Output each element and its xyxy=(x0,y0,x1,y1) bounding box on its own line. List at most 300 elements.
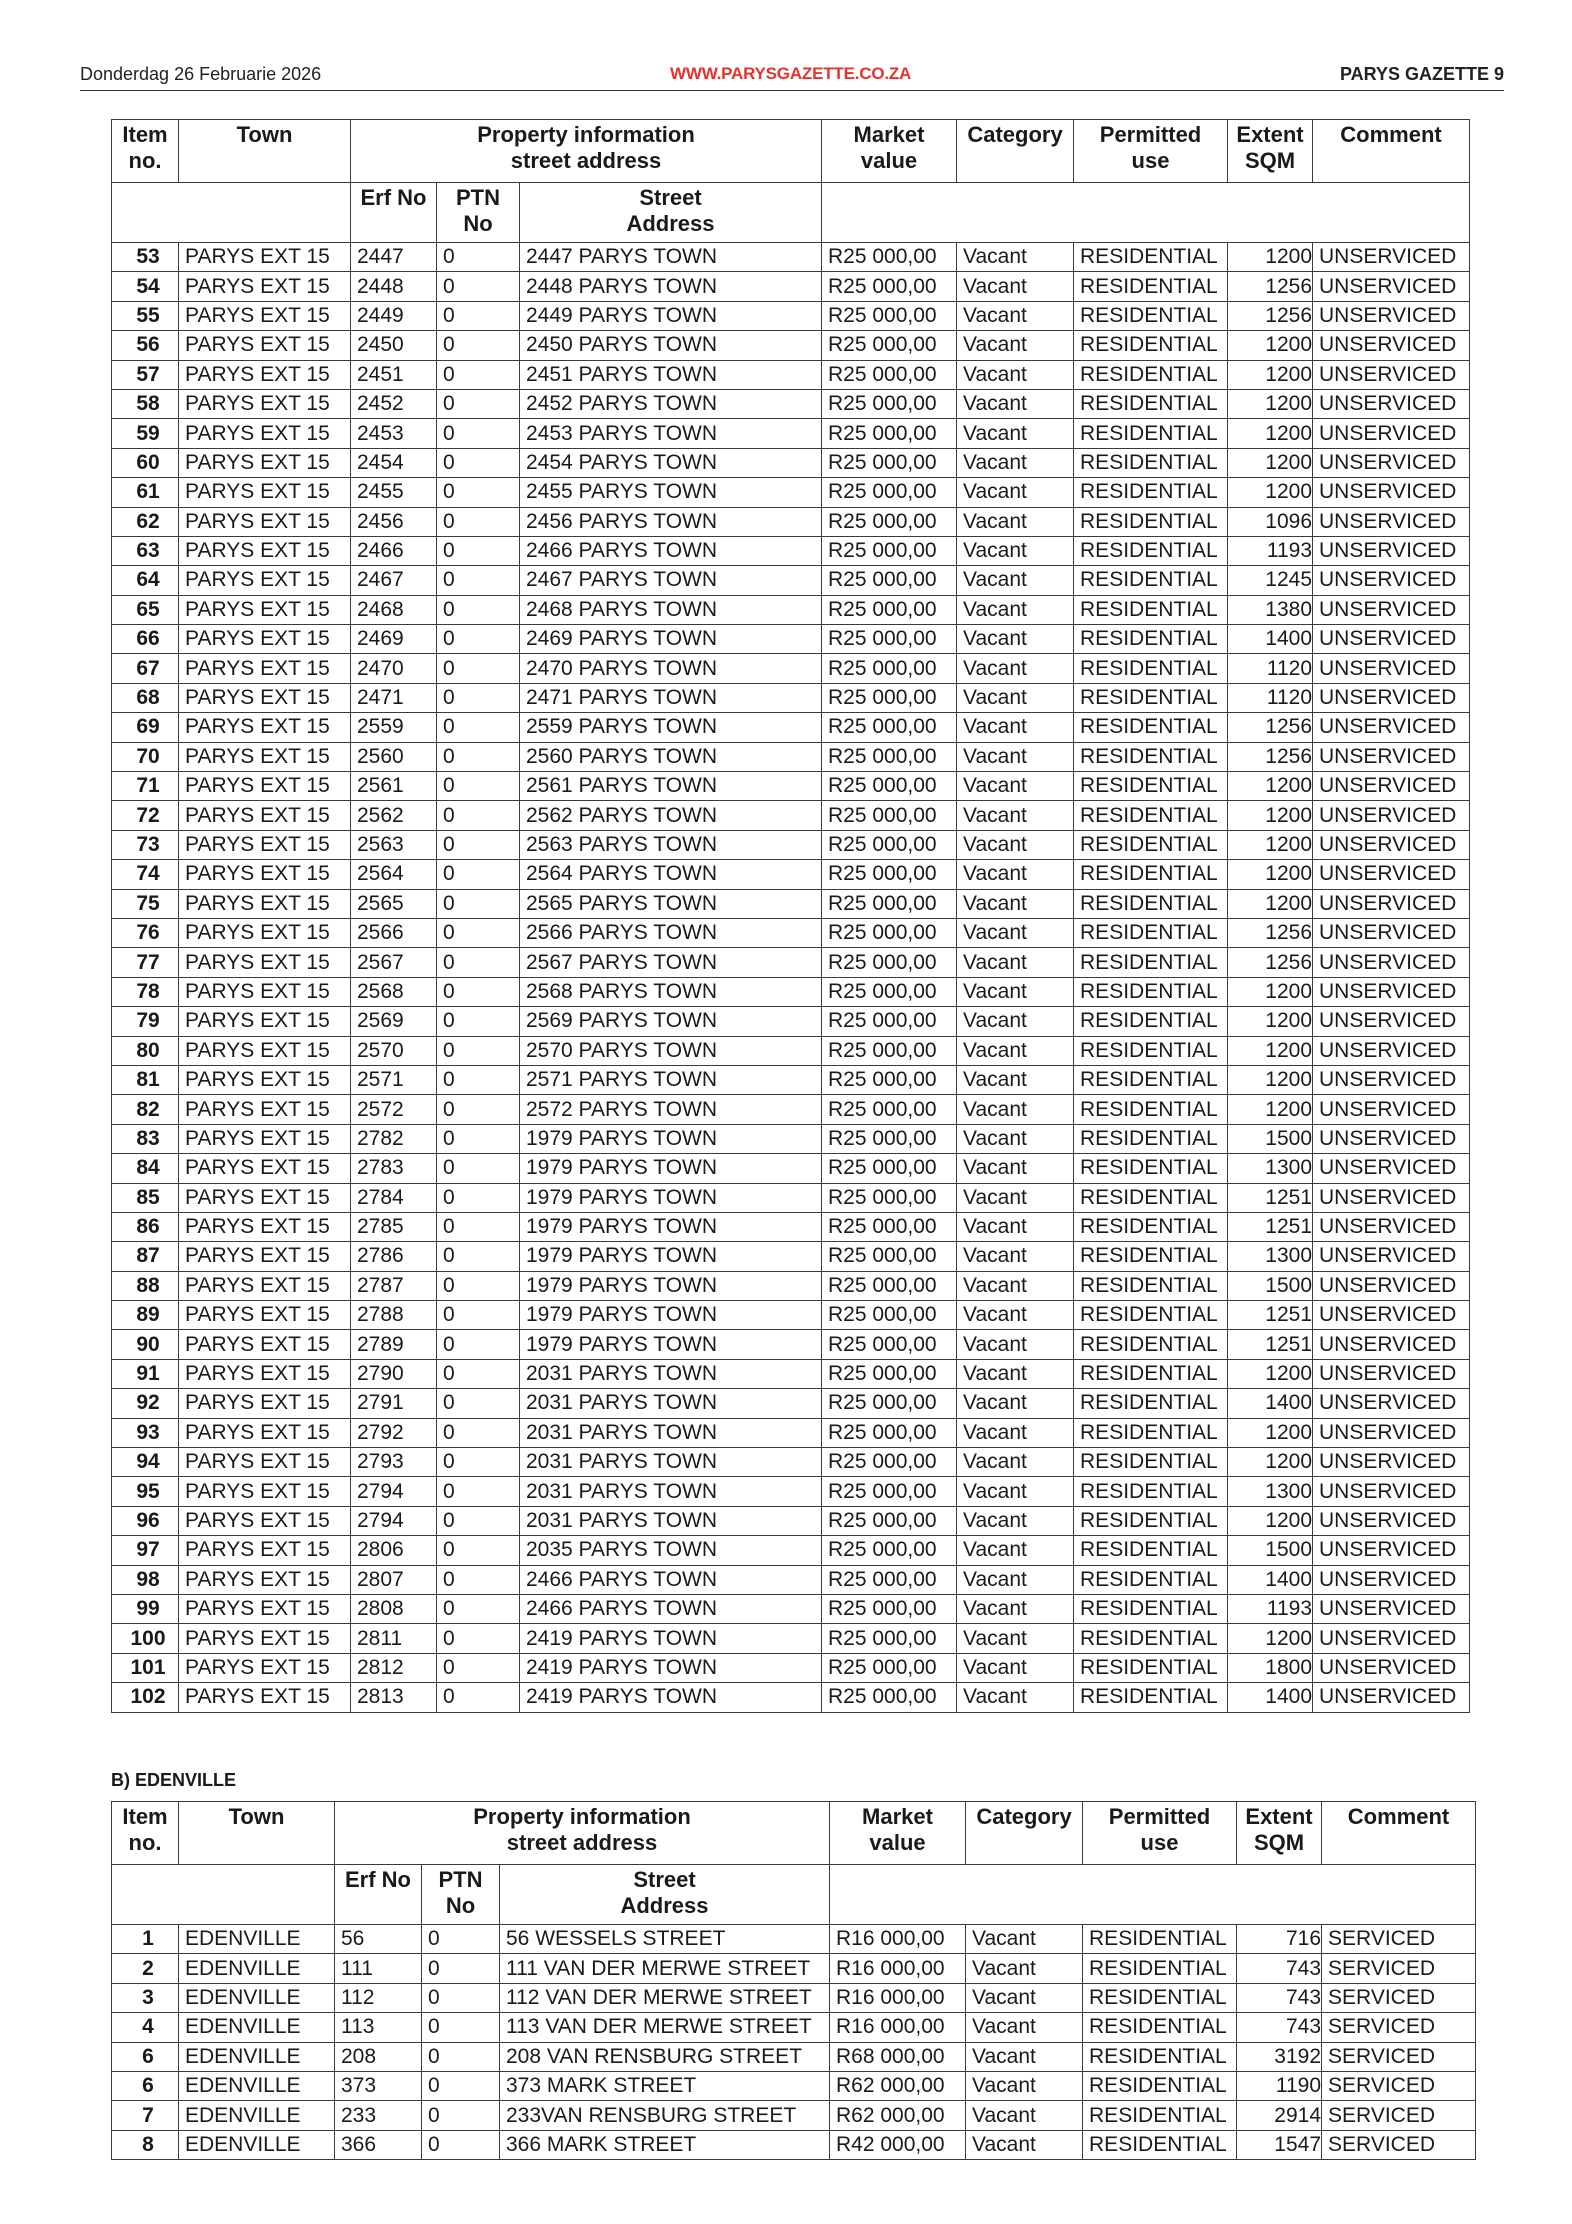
table-row xyxy=(112,801,1470,830)
cell-town: EDENVILLE xyxy=(179,2071,335,2100)
cell-extent-sqm: 1200 xyxy=(1228,889,1313,918)
cell-extent-sqm: 1245 xyxy=(1228,566,1313,595)
cell-extent-sqm: 1500 xyxy=(1228,1124,1313,1153)
cell-category: Vacant xyxy=(957,1389,1074,1418)
cell-erf-no: 2559 xyxy=(351,713,437,742)
cell-category: Vacant xyxy=(957,272,1074,301)
cell-extent-sqm: 1200 xyxy=(1228,860,1313,889)
cell-ptn-no: 0 xyxy=(437,625,520,654)
cell-extent-sqm: 1190 xyxy=(1237,2071,1322,2100)
cell-ptn-no: 0 xyxy=(422,1925,500,1954)
cell-comment: UNSERVICED xyxy=(1313,1065,1470,1094)
cell-extent-sqm: 1200 xyxy=(1228,830,1313,859)
cell-street-address: 373 MARK STREET xyxy=(500,2071,830,2100)
cell-category: Vacant xyxy=(957,1624,1074,1653)
cell-town: PARYS EXT 15 xyxy=(179,1095,351,1124)
cell-ptn-no: 0 xyxy=(437,683,520,712)
cell-permitted-use: RESIDENTIAL xyxy=(1074,1536,1228,1565)
cell-item-no: 55 xyxy=(112,301,179,330)
cell-market-value: R25 000,00 xyxy=(822,1154,957,1183)
cell-street-address: 56 WESSELS STREET xyxy=(500,1925,830,1954)
table-row xyxy=(112,1065,1470,1094)
table-row xyxy=(112,1212,1470,1241)
cell-extent-sqm: 1251 xyxy=(1228,1212,1313,1241)
cell-comment: UNSERVICED xyxy=(1313,1594,1470,1623)
cell-market-value: R25 000,00 xyxy=(822,272,957,301)
cell-market-value: R25 000,00 xyxy=(822,1418,957,1447)
cell-market-value: R25 000,00 xyxy=(822,1594,957,1623)
cell-comment: UNSERVICED xyxy=(1313,1330,1470,1359)
cell-market-value: R25 000,00 xyxy=(822,448,957,477)
cell-market-value: R25 000,00 xyxy=(822,1330,957,1359)
table-row xyxy=(112,742,1470,771)
cell-street-address: 2031 PARYS TOWN xyxy=(520,1506,822,1535)
cell-item-no: 59 xyxy=(112,419,179,448)
cell-category: Vacant xyxy=(966,2042,1083,2071)
cell-extent-sqm: 1200 xyxy=(1228,801,1313,830)
cell-street-address: 233VAN RENSBURG STREET xyxy=(500,2101,830,2130)
cell-street-address: 113 VAN DER MERWE STREET xyxy=(500,2013,830,2042)
cell-ptn-no: 0 xyxy=(437,713,520,742)
cell-street-address: 112 VAN DER MERWE STREET xyxy=(500,1983,830,2012)
cell-category: Vacant xyxy=(957,1183,1074,1212)
table-row xyxy=(112,1095,1470,1124)
cell-item-no: 6 xyxy=(112,2042,179,2071)
cell-comment: SERVICED xyxy=(1322,2101,1476,2130)
table-row xyxy=(112,1271,1470,1300)
table-row xyxy=(112,1418,1470,1447)
cell-item-no: 6 xyxy=(112,2071,179,2100)
cell-comment: SERVICED xyxy=(1322,2013,1476,2042)
cell-permitted-use: RESIDENTIAL xyxy=(1074,918,1228,947)
header-website-link[interactable]: WWW.PARYSGAZETTE.CO.ZA xyxy=(670,64,912,83)
cell-street-address: 2471 PARYS TOWN xyxy=(520,683,822,712)
cell-extent-sqm: 1200 xyxy=(1228,1624,1313,1653)
cell-market-value: R25 000,00 xyxy=(822,977,957,1006)
cell-category: Vacant xyxy=(957,1154,1074,1183)
cell-category: Vacant xyxy=(957,889,1074,918)
cell-ptn-no: 0 xyxy=(422,2042,500,2071)
cell-erf-no: 2467 xyxy=(351,566,437,595)
cell-market-value: R16 000,00 xyxy=(830,2013,966,2042)
cell-comment: UNSERVICED xyxy=(1313,1154,1470,1183)
cell-category: Vacant xyxy=(957,1124,1074,1153)
cell-town: PARYS EXT 15 xyxy=(179,507,351,536)
cell-town: PARYS EXT 15 xyxy=(179,801,351,830)
cell-permitted-use: RESIDENTIAL xyxy=(1074,360,1228,389)
cell-category: Vacant xyxy=(957,243,1074,272)
col-header-item: Item no. xyxy=(112,120,179,183)
cell-town: PARYS EXT 15 xyxy=(179,448,351,477)
cell-street-address: 2448 PARYS TOWN xyxy=(520,272,822,301)
cell-street-address: 1979 PARYS TOWN xyxy=(520,1242,822,1271)
cell-street-address: 2031 PARYS TOWN xyxy=(520,1448,822,1477)
cell-item-no: 98 xyxy=(112,1565,179,1594)
cell-ptn-no: 0 xyxy=(437,448,520,477)
cell-ptn-no: 0 xyxy=(437,1095,520,1124)
cell-erf-no: 2567 xyxy=(351,948,437,977)
cell-erf-no: 2568 xyxy=(351,977,437,1006)
cell-market-value: R25 000,00 xyxy=(822,918,957,947)
cell-ptn-no: 0 xyxy=(437,1036,520,1065)
cell-item-no: 69 xyxy=(112,713,179,742)
cell-item-no: 102 xyxy=(112,1683,179,1712)
cell-street-address: 2419 PARYS TOWN xyxy=(520,1653,822,1682)
cell-ptn-no: 0 xyxy=(437,1183,520,1212)
cell-town: PARYS EXT 15 xyxy=(179,1536,351,1565)
cell-permitted-use: RESIDENTIAL xyxy=(1074,1624,1228,1653)
cell-street-address: 2419 PARYS TOWN xyxy=(520,1624,822,1653)
col-header-erf-no: Erf No xyxy=(351,183,437,243)
cell-comment: UNSERVICED xyxy=(1313,1506,1470,1535)
cell-market-value: R25 000,00 xyxy=(822,772,957,801)
cell-item-no: 74 xyxy=(112,860,179,889)
cell-erf-no: 2791 xyxy=(351,1389,437,1418)
cell-comment: UNSERVICED xyxy=(1313,448,1470,477)
cell-market-value: R25 000,00 xyxy=(822,1212,957,1241)
cell-comment: SERVICED xyxy=(1322,2130,1476,2159)
cell-street-address: 2562 PARYS TOWN xyxy=(520,801,822,830)
table-row xyxy=(112,1954,1476,1983)
cell-erf-no: 2447 xyxy=(351,243,437,272)
col-header-permitted-use: Permitted use xyxy=(1074,120,1228,183)
cell-extent-sqm: 1300 xyxy=(1228,1154,1313,1183)
cell-erf-no: 2813 xyxy=(351,1683,437,1712)
cell-item-no: 73 xyxy=(112,830,179,859)
cell-street-address: 2560 PARYS TOWN xyxy=(520,742,822,771)
cell-category: Vacant xyxy=(957,1536,1074,1565)
cell-extent-sqm: 1251 xyxy=(1228,1183,1313,1212)
cell-erf-no: 2468 xyxy=(351,595,437,624)
cell-permitted-use: RESIDENTIAL xyxy=(1074,272,1228,301)
cell-item-no: 101 xyxy=(112,1653,179,1682)
cell-street-address: 2567 PARYS TOWN xyxy=(520,948,822,977)
cell-street-address: 2568 PARYS TOWN xyxy=(520,977,822,1006)
cell-extent-sqm: 1096 xyxy=(1228,507,1313,536)
cell-street-address: 2455 PARYS TOWN xyxy=(520,478,822,507)
cell-town: PARYS EXT 15 xyxy=(179,1124,351,1153)
cell-market-value: R25 000,00 xyxy=(822,1065,957,1094)
cell-erf-no: 2456 xyxy=(351,507,437,536)
cell-comment: UNSERVICED xyxy=(1313,1124,1470,1153)
cell-town: PARYS EXT 15 xyxy=(179,713,351,742)
cell-item-no: 72 xyxy=(112,801,179,830)
cell-comment: UNSERVICED xyxy=(1313,1477,1470,1506)
cell-erf-no: 2452 xyxy=(351,389,437,418)
cell-comment: SERVICED xyxy=(1322,1983,1476,2012)
cell-market-value: R25 000,00 xyxy=(822,1271,957,1300)
cell-street-address: 2466 PARYS TOWN xyxy=(520,1565,822,1594)
cell-extent-sqm: 1200 xyxy=(1228,1036,1313,1065)
cell-category: Vacant xyxy=(957,1036,1074,1065)
cell-town: PARYS EXT 15 xyxy=(179,566,351,595)
cell-town: PARYS EXT 15 xyxy=(179,1301,351,1330)
table-row xyxy=(112,977,1470,1006)
cell-comment: UNSERVICED xyxy=(1313,889,1470,918)
cell-erf-no: 2794 xyxy=(351,1506,437,1535)
cell-extent-sqm: 1400 xyxy=(1228,1389,1313,1418)
cell-comment: UNSERVICED xyxy=(1313,948,1470,977)
cell-category: Vacant xyxy=(957,683,1074,712)
cell-ptn-no: 0 xyxy=(437,419,520,448)
cell-category: Vacant xyxy=(957,595,1074,624)
col-header-town: Town xyxy=(179,1802,335,1865)
cell-permitted-use: RESIDENTIAL xyxy=(1074,448,1228,477)
cell-ptn-no: 0 xyxy=(437,830,520,859)
cell-extent-sqm: 1200 xyxy=(1228,1418,1313,1447)
cell-market-value: R25 000,00 xyxy=(822,1536,957,1565)
cell-extent-sqm: 1193 xyxy=(1228,1594,1313,1623)
cell-category: Vacant xyxy=(957,566,1074,595)
table-row xyxy=(112,331,1470,360)
table-row xyxy=(112,860,1470,889)
cell-town: PARYS EXT 15 xyxy=(179,918,351,947)
table-row xyxy=(112,419,1470,448)
cell-item-no: 88 xyxy=(112,1271,179,1300)
cell-extent-sqm: 1200 xyxy=(1228,243,1313,272)
cell-comment: SERVICED xyxy=(1322,1925,1476,1954)
cell-market-value: R25 000,00 xyxy=(822,713,957,742)
cell-item-no: 75 xyxy=(112,889,179,918)
cell-category: Vacant xyxy=(966,1954,1083,1983)
cell-item-no: 89 xyxy=(112,1301,179,1330)
cell-comment: UNSERVICED xyxy=(1313,1624,1470,1653)
cell-extent-sqm: 1200 xyxy=(1228,448,1313,477)
cell-category: Vacant xyxy=(957,1683,1074,1712)
cell-street-address: 1979 PARYS TOWN xyxy=(520,1330,822,1359)
cell-permitted-use: RESIDENTIAL xyxy=(1074,1271,1228,1300)
cell-town: PARYS EXT 15 xyxy=(179,742,351,771)
table-row xyxy=(112,1359,1470,1388)
cell-category: Vacant xyxy=(957,625,1074,654)
cell-ptn-no: 0 xyxy=(437,948,520,977)
cell-comment: UNSERVICED xyxy=(1313,1418,1470,1447)
cell-item-no: 81 xyxy=(112,1065,179,1094)
cell-comment: UNSERVICED xyxy=(1313,1683,1470,1712)
cell-permitted-use: RESIDENTIAL xyxy=(1074,1124,1228,1153)
cell-town: PARYS EXT 15 xyxy=(179,1683,351,1712)
cell-permitted-use: RESIDENTIAL xyxy=(1074,1683,1228,1712)
table-row xyxy=(112,389,1470,418)
cell-ptn-no: 0 xyxy=(437,1242,520,1271)
cell-market-value: R25 000,00 xyxy=(822,1448,957,1477)
cell-extent-sqm: 1200 xyxy=(1228,1095,1313,1124)
cell-category: Vacant xyxy=(957,331,1074,360)
table-row xyxy=(112,1477,1470,1506)
table-row xyxy=(112,243,1470,272)
cell-street-address: 1979 PARYS TOWN xyxy=(520,1154,822,1183)
cell-erf-no: 2450 xyxy=(351,331,437,360)
cell-comment: UNSERVICED xyxy=(1313,1565,1470,1594)
col-header-town: Town xyxy=(179,120,351,183)
cell-ptn-no: 0 xyxy=(437,1007,520,1036)
cell-market-value: R25 000,00 xyxy=(822,536,957,565)
cell-item-no: 7 xyxy=(112,2101,179,2130)
cell-permitted-use: RESIDENTIAL xyxy=(1074,1477,1228,1506)
table-row xyxy=(112,1506,1470,1535)
cell-permitted-use: RESIDENTIAL xyxy=(1074,1594,1228,1623)
cell-extent-sqm: 1256 xyxy=(1228,301,1313,330)
cell-permitted-use: RESIDENTIAL xyxy=(1074,1359,1228,1388)
cell-market-value: R16 000,00 xyxy=(830,1925,966,1954)
cell-item-no: 99 xyxy=(112,1594,179,1623)
cell-erf-no: 2571 xyxy=(351,1065,437,1094)
cell-comment: UNSERVICED xyxy=(1313,1536,1470,1565)
cell-erf-no: 56 xyxy=(335,1925,422,1954)
cell-item-no: 64 xyxy=(112,566,179,595)
cell-item-no: 90 xyxy=(112,1330,179,1359)
col-header-property-info: Property information street address xyxy=(351,120,822,183)
cell-ptn-no: 0 xyxy=(437,566,520,595)
cell-market-value: R25 000,00 xyxy=(822,654,957,683)
cell-comment: UNSERVICED xyxy=(1313,419,1470,448)
cell-ptn-no: 0 xyxy=(437,1271,520,1300)
cell-market-value: R25 000,00 xyxy=(822,1683,957,1712)
cell-ptn-no: 0 xyxy=(422,2130,500,2159)
cell-street-address: 2569 PARYS TOWN xyxy=(520,1007,822,1036)
cell-erf-no: 2469 xyxy=(351,625,437,654)
cell-street-address: 2419 PARYS TOWN xyxy=(520,1683,822,1712)
cell-comment: UNSERVICED xyxy=(1313,1242,1470,1271)
cell-market-value: R25 000,00 xyxy=(822,331,957,360)
cell-comment: UNSERVICED xyxy=(1313,683,1470,712)
cell-extent-sqm: 1193 xyxy=(1228,536,1313,565)
cell-permitted-use: RESIDENTIAL xyxy=(1074,772,1228,801)
col-header-comment: Comment xyxy=(1322,1802,1476,1865)
cell-street-address: 1979 PARYS TOWN xyxy=(520,1271,822,1300)
cell-town: PARYS EXT 15 xyxy=(179,536,351,565)
cell-ptn-no: 0 xyxy=(437,654,520,683)
cell-street-address: 2449 PARYS TOWN xyxy=(520,301,822,330)
cell-street-address: 2466 PARYS TOWN xyxy=(520,1594,822,1623)
cell-ptn-no: 0 xyxy=(437,1477,520,1506)
subheader-blank-right xyxy=(822,183,1470,243)
cell-extent-sqm: 1256 xyxy=(1228,742,1313,771)
cell-category: Vacant xyxy=(966,2071,1083,2100)
cell-permitted-use: RESIDENTIAL xyxy=(1074,860,1228,889)
cell-extent-sqm: 1200 xyxy=(1228,1359,1313,1388)
cell-ptn-no: 0 xyxy=(422,1983,500,2012)
cell-street-address: 2031 PARYS TOWN xyxy=(520,1418,822,1447)
cell-ptn-no: 0 xyxy=(422,2013,500,2042)
cell-street-address: 1979 PARYS TOWN xyxy=(520,1301,822,1330)
cell-permitted-use: RESIDENTIAL xyxy=(1074,301,1228,330)
cell-ptn-no: 0 xyxy=(437,1065,520,1094)
cell-category: Vacant xyxy=(957,1506,1074,1535)
cell-category: Vacant xyxy=(957,360,1074,389)
cell-category: Vacant xyxy=(957,772,1074,801)
cell-ptn-no: 0 xyxy=(437,1359,520,1388)
cell-market-value: R25 000,00 xyxy=(822,1124,957,1153)
cell-comment: UNSERVICED xyxy=(1313,830,1470,859)
cell-category: Vacant xyxy=(957,1330,1074,1359)
cell-town: EDENVILLE xyxy=(179,1983,335,2012)
cell-category: Vacant xyxy=(957,1565,1074,1594)
cell-extent-sqm: 1200 xyxy=(1228,1506,1313,1535)
cell-extent-sqm: 1256 xyxy=(1228,948,1313,977)
cell-item-no: 62 xyxy=(112,507,179,536)
cell-extent-sqm: 1251 xyxy=(1228,1330,1313,1359)
cell-item-no: 84 xyxy=(112,1154,179,1183)
cell-comment: UNSERVICED xyxy=(1313,1448,1470,1477)
col-header-category: Category xyxy=(966,1802,1083,1865)
cell-erf-no: 2562 xyxy=(351,801,437,830)
cell-item-no: 71 xyxy=(112,772,179,801)
cell-ptn-no: 0 xyxy=(422,2101,500,2130)
cell-extent-sqm: 1200 xyxy=(1228,389,1313,418)
cell-ptn-no: 0 xyxy=(437,1124,520,1153)
cell-item-no: 57 xyxy=(112,360,179,389)
cell-street-address: 2447 PARYS TOWN xyxy=(520,243,822,272)
cell-erf-no: 2451 xyxy=(351,360,437,389)
cell-ptn-no: 0 xyxy=(437,977,520,1006)
cell-comment: UNSERVICED xyxy=(1313,713,1470,742)
cell-extent-sqm: 1200 xyxy=(1228,772,1313,801)
cell-item-no: 87 xyxy=(112,1242,179,1271)
cell-street-address: 2031 PARYS TOWN xyxy=(520,1359,822,1388)
cell-street-address: 2466 PARYS TOWN xyxy=(520,536,822,565)
table-row xyxy=(112,507,1470,536)
cell-market-value: R25 000,00 xyxy=(822,889,957,918)
cell-extent-sqm: 1256 xyxy=(1228,918,1313,947)
cell-permitted-use: RESIDENTIAL xyxy=(1074,1154,1228,1183)
cell-category: Vacant xyxy=(957,1418,1074,1447)
cell-town: PARYS EXT 15 xyxy=(179,1330,351,1359)
cell-permitted-use: RESIDENTIAL xyxy=(1074,948,1228,977)
cell-street-address: 2470 PARYS TOWN xyxy=(520,654,822,683)
cell-item-no: 96 xyxy=(112,1506,179,1535)
cell-category: Vacant xyxy=(957,301,1074,330)
table-row xyxy=(112,566,1470,595)
cell-town: PARYS EXT 15 xyxy=(179,1418,351,1447)
cell-market-value: R25 000,00 xyxy=(822,1565,957,1594)
cell-category: Vacant xyxy=(966,2013,1083,2042)
cell-erf-no: 2806 xyxy=(351,1536,437,1565)
cell-extent-sqm: 1200 xyxy=(1228,977,1313,1006)
cell-street-address: 2469 PARYS TOWN xyxy=(520,625,822,654)
cell-category: Vacant xyxy=(957,507,1074,536)
table-row xyxy=(112,2101,1476,2130)
col-header-ptn-no: PTN No xyxy=(437,183,520,243)
cell-market-value: R62 000,00 xyxy=(830,2101,966,2130)
table-row xyxy=(112,1536,1470,1565)
cell-market-value: R25 000,00 xyxy=(822,860,957,889)
cell-street-address: 2566 PARYS TOWN xyxy=(520,918,822,947)
cell-town: PARYS EXT 15 xyxy=(179,1183,351,1212)
cell-town: PARYS EXT 15 xyxy=(179,1242,351,1271)
cell-market-value: R25 000,00 xyxy=(822,1183,957,1212)
cell-street-address: 2031 PARYS TOWN xyxy=(520,1477,822,1506)
cell-category: Vacant xyxy=(966,1925,1083,1954)
cell-town: EDENVILLE xyxy=(179,2101,335,2130)
col-header-category: Category xyxy=(957,120,1074,183)
cell-erf-no: 2794 xyxy=(351,1477,437,1506)
cell-ptn-no: 0 xyxy=(437,1418,520,1447)
cell-item-no: 58 xyxy=(112,389,179,418)
cell-ptn-no: 0 xyxy=(437,478,520,507)
cell-street-address: 2572 PARYS TOWN xyxy=(520,1095,822,1124)
cell-town: EDENVILLE xyxy=(179,2042,335,2071)
cell-ptn-no: 0 xyxy=(437,1389,520,1418)
cell-street-address: 1979 PARYS TOWN xyxy=(520,1212,822,1241)
cell-town: PARYS EXT 15 xyxy=(179,977,351,1006)
cell-ptn-no: 0 xyxy=(437,595,520,624)
cell-category: Vacant xyxy=(957,389,1074,418)
table-row xyxy=(112,448,1470,477)
table-row xyxy=(112,1624,1470,1653)
cell-comment: UNSERVICED xyxy=(1313,301,1470,330)
table-row xyxy=(112,301,1470,330)
